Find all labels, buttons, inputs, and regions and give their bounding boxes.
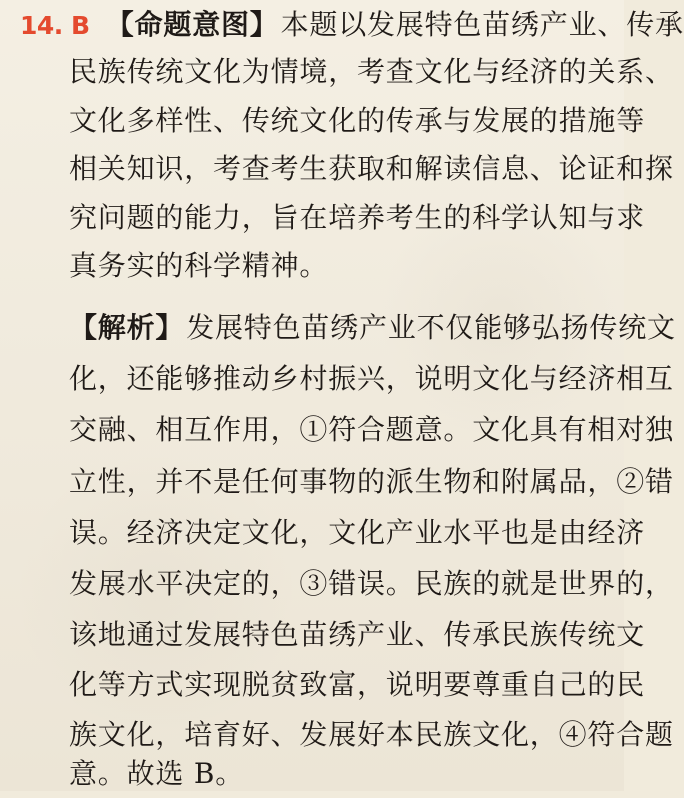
- analysis-line-text: 意。故选 B。: [69, 757, 245, 790]
- intent-line-4: [69, 145, 674, 193]
- intent-line-2: [69, 48, 674, 96]
- analysis-line-8: [69, 661, 645, 709]
- analysis-line-7: [69, 611, 645, 659]
- analysis-line-text: 化，还能够推动乡村振兴，说明文化与经济相互: [69, 362, 674, 395]
- analysis-line-6: [69, 560, 674, 608]
- intent-line-1: [20, 1, 684, 49]
- intent-line-text: 究问题的能力，旨在培养考生的科学认知与求: [69, 201, 646, 234]
- question-answer: B: [71, 11, 90, 40]
- analysis-line-text: 发展特色苗绣产业不仅能够弘扬传统文: [186, 311, 676, 344]
- analysis-line-text: 误。经济决定文化，文化产业水平也是由经济: [69, 516, 646, 549]
- analysis-line-2: [69, 355, 674, 403]
- intent-line-text: 文化多样性、传统文化的传承与发展的措施等: [69, 104, 646, 137]
- analysis-line-text: 发展水平决定的，③错误。民族的就是世界的，: [69, 567, 674, 600]
- analysis-line-text: 立性，并不是任何事物的派生物和附属品，②错: [69, 465, 674, 498]
- intent-line-text: 相关知识，考查考生获取和解读信息、论证和探: [69, 152, 674, 185]
- analysis-line-text: 该地通过发展特色苗绣产业、传承民族传统文: [69, 618, 646, 651]
- question-number: [20, 11, 98, 40]
- analysis-line-10: [69, 750, 244, 798]
- analysis-line-4: [69, 458, 674, 506]
- intent-line-3: [69, 97, 645, 145]
- intent-heading: 【命题意图】: [105, 8, 279, 41]
- analysis-heading: 【解析】: [69, 311, 185, 344]
- intent-line-6: [69, 242, 328, 290]
- intent-line-5: [69, 194, 645, 242]
- intent-line-text: 民族传统文化为情境，考查文化与经济的关系、: [69, 55, 674, 88]
- analysis-line-1: [69, 304, 676, 352]
- analysis-line-5: [69, 509, 645, 557]
- analysis-line-text: 交融、相互作用，①符合题意。文化具有相对独: [69, 413, 674, 446]
- intent-line-text: 真务实的科学精神。: [69, 249, 329, 282]
- intent-line-text: 本题以发展特色苗绣产业、传承: [280, 8, 684, 41]
- question-number-text: 14.: [20, 11, 63, 40]
- analysis-line-text: 化等方式实现脱贫致富，说明要尊重自己的民: [69, 668, 646, 701]
- analysis-line-3: [69, 406, 674, 454]
- analysis-line-text: 族文化，培育好、发展好本民族文化，④符合题: [69, 718, 674, 751]
